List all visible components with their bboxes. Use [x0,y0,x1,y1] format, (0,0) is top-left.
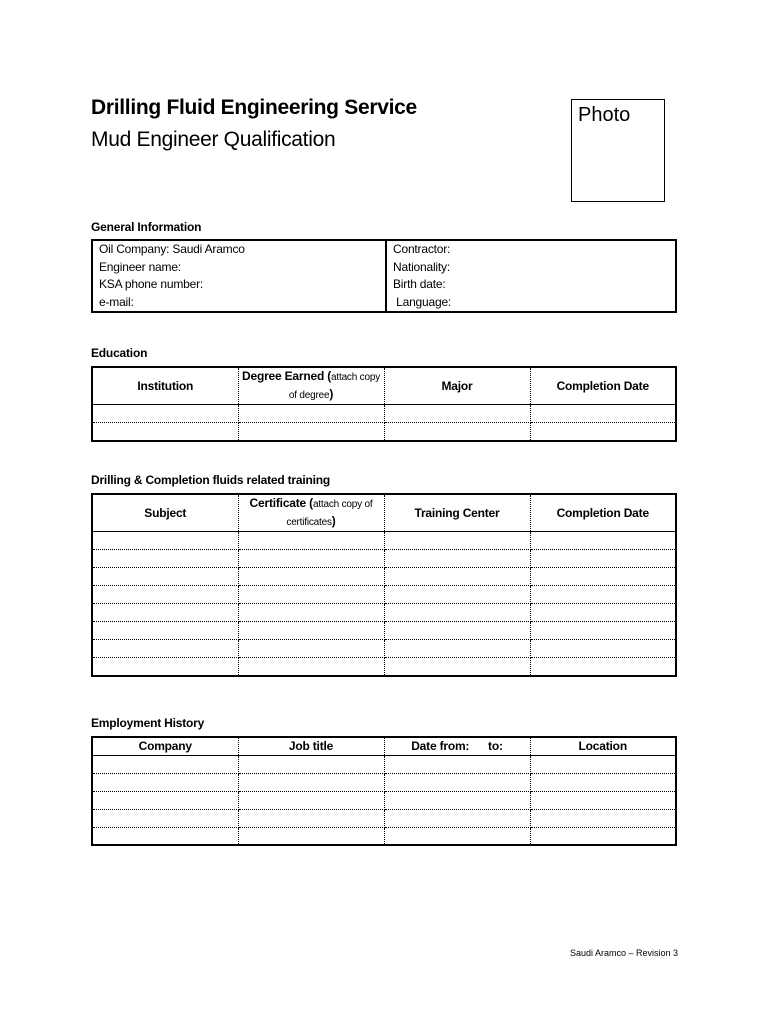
document-subtitle: Mud Engineer Qualification [91,128,336,151]
training-entry-cell[interactable] [92,568,238,586]
ksa-phone-field[interactable]: KSA phone number: [99,277,204,291]
employment-entry-cell[interactable] [238,773,384,791]
document-title: Drilling Fluid Engineering Service [91,96,417,119]
education-entry-cell[interactable] [530,423,676,441]
column-header-completion-date: Completion Date [530,494,676,532]
table-row [92,773,676,791]
table-row [92,568,676,586]
table-row [92,532,676,550]
employment-entry-cell[interactable] [384,791,530,809]
table-row [92,586,676,604]
photo-placeholder[interactable] [571,99,665,202]
general-information-table [91,239,677,313]
general-info-right-column [386,240,676,312]
training-entry-cell[interactable] [530,532,676,550]
employment-table [91,736,677,846]
table-row [92,791,676,809]
training-entry-cell[interactable] [530,640,676,658]
column-header-training-center: Training Center [384,494,530,532]
employment-entry-cell[interactable] [530,773,676,791]
employment-entry-cell[interactable] [92,791,238,809]
employment-entry-cell[interactable] [238,809,384,827]
employment-entry-cell[interactable] [92,755,238,773]
employment-entry-cell[interactable] [238,755,384,773]
training-entry-cell[interactable] [384,586,530,604]
education-heading: Education [91,346,148,360]
training-entry-cell[interactable] [92,550,238,568]
employment-heading: Employment History [91,716,205,730]
training-entry-cell[interactable] [384,532,530,550]
education-entry-cell[interactable] [92,423,238,441]
training-entry-cell[interactable] [92,658,238,676]
contractor-field[interactable]: Contractor: [393,242,451,256]
table-row [92,405,676,423]
footer-revision: Saudi Aramco – Revision 3 [570,948,679,958]
table-row [92,827,676,845]
education-table [91,366,677,442]
training-entry-cell[interactable] [238,622,384,640]
education-entry-cell[interactable] [92,405,238,423]
degree-earned-note: attach copy of degree [288,372,380,401]
training-entry-cell[interactable] [92,586,238,604]
training-entry-cell[interactable] [238,550,384,568]
training-entry-cell[interactable] [238,586,384,604]
training-entry-cell[interactable] [238,532,384,550]
employment-entry-cell[interactable] [384,755,530,773]
certificate-note: attach copy of certificates [286,499,373,528]
column-header-company: Company [92,737,238,755]
training-entry-cell[interactable] [238,640,384,658]
training-entry-cell[interactable] [384,550,530,568]
education-entry-cell[interactable] [530,405,676,423]
training-entry-cell[interactable] [92,640,238,658]
degree-earned-label: Degree Earned ( [242,369,332,383]
certificate-label: Certificate ( [249,496,313,510]
birth-date-field[interactable]: Birth date: [393,277,446,291]
employment-entry-cell[interactable] [238,791,384,809]
column-header-institution: Institution [92,367,238,405]
employment-entry-cell[interactable] [238,827,384,845]
table-row [92,423,676,441]
table-row [92,604,676,622]
training-entry-cell[interactable] [530,658,676,676]
training-heading: Drilling & Completion fluids related training [91,473,331,487]
training-entry-cell[interactable] [530,568,676,586]
oil-company-field[interactable]: Oil Company: Saudi Aramco [99,242,245,256]
training-entry-cell[interactable] [92,622,238,640]
employment-entry-cell[interactable] [530,809,676,827]
training-entry-cell[interactable] [384,658,530,676]
general-information-heading: General Information [91,220,202,234]
table-row [92,755,676,773]
column-header-completion-date: Completion Date [530,367,676,405]
table-row [92,640,676,658]
employment-entry-cell[interactable] [92,809,238,827]
column-header-date-range: Date from: to: [384,737,530,755]
column-header-degree-earned [238,367,384,405]
training-entry-cell[interactable] [384,604,530,622]
training-entry-cell[interactable] [530,550,676,568]
employment-entry-cell[interactable] [530,791,676,809]
training-entry-cell[interactable] [238,604,384,622]
certificate-close: ) [331,514,336,528]
education-entry-cell[interactable] [384,405,530,423]
column-header-subject: Subject [92,494,238,532]
training-entry-cell[interactable] [92,532,238,550]
column-header-location: Location [530,737,676,755]
column-header-certificate [238,494,384,532]
employment-entry-cell[interactable] [92,773,238,791]
training-entry-cell[interactable] [530,586,676,604]
nationality-field[interactable]: Nationality: [393,259,450,274]
employment-entry-cell[interactable] [530,827,676,845]
employment-entry-cell[interactable] [384,827,530,845]
degree-earned-close: ) [329,387,334,401]
employment-entry-cell[interactable] [384,773,530,791]
column-header-job-title: Job title [238,737,384,755]
column-header-major: Major [384,367,530,405]
education-entry-cell[interactable] [384,423,530,441]
language-field[interactable]: Language: [393,294,452,309]
table-row [92,809,676,827]
training-entry-cell[interactable] [530,622,676,640]
employment-entry-cell[interactable] [530,755,676,773]
training-entry-cell[interactable] [384,568,530,586]
email-field[interactable]: e-mail: [99,294,134,309]
training-entry-cell[interactable] [384,622,530,640]
table-row [92,550,676,568]
training-entry-cell[interactable] [384,640,530,658]
employment-entry-cell[interactable] [92,827,238,845]
general-info-left-column [92,240,386,312]
training-entry-cell[interactable] [92,604,238,622]
table-row [92,658,676,676]
training-entry-cell[interactable] [530,604,676,622]
training-entry-cell[interactable] [238,658,384,676]
photo-label: Photo [578,104,631,126]
engineer-name-field[interactable]: Engineer name: [99,259,181,274]
training-table [91,493,677,677]
education-entry-cell[interactable] [238,423,384,441]
training-entry-cell[interactable] [238,568,384,586]
employment-entry-cell[interactable] [384,809,530,827]
education-entry-cell[interactable] [238,405,384,423]
table-row [92,622,676,640]
